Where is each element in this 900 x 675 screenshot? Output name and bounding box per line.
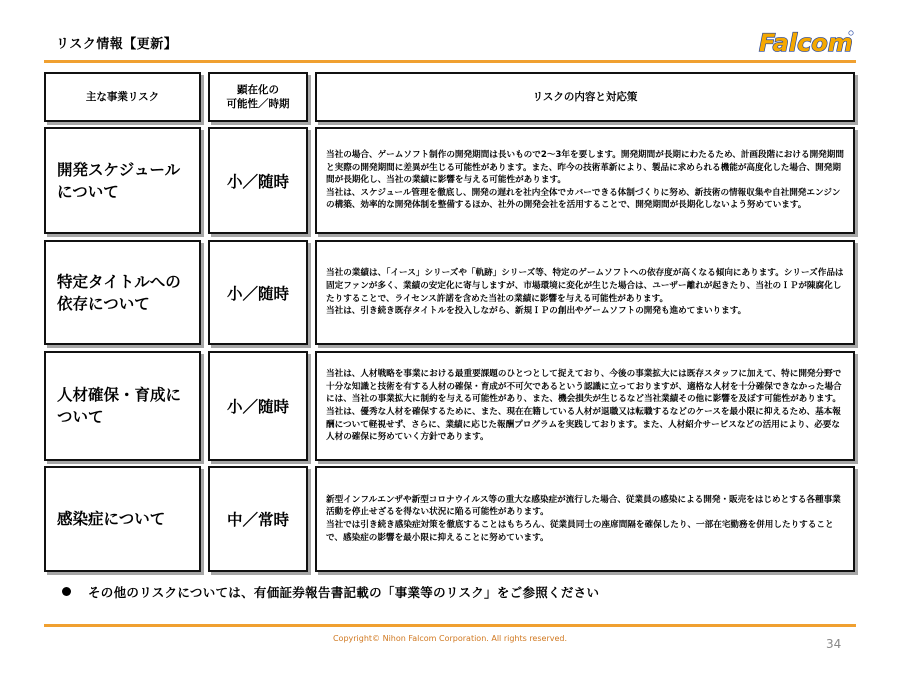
risk-description: 当社の業績は、「イース」シリーズや「軌跡」シリーズ等、特定のゲームソフトへの依存度が高くなる傾向にあります。シリーズ作品は固定ファンが多く、業績の安定化に寄与しますが、市場環境に変化が生じた場合は、ユーザー離れが起きたり、当社のＩＰが陳腐化したりすることで、ライセンス許諾を含めた当社の業績に影響を与える可能性があります。 当社は、引き続き既存タイトルを投入しながら、新規ＩＰの創出やゲームソフトの開発も進めてまいります。 (315, 240, 855, 345)
page-number: 34 (826, 637, 842, 651)
risk-category: 特定タイトルへの依存について (44, 240, 201, 345)
risk-level: 小／随時 (208, 351, 308, 461)
risk-category: 人材確保・育成について (44, 351, 201, 461)
risk-description: 新型インフルエンザや新型コロナウイルス等の重大な感染症が流行した場合、従業員の感染による開発・販売をはじめとする各種事業活動を停止せざるを得ない状況に陥る可能性があります。 当社では引き続き感染症対策を徹底することはもちろん、従業員同士の座席間隔を確保したり、一部在宅勤務を併用したりすることで、感染症の影響を最小限に抑えることに努めています。 (315, 466, 855, 572)
header-divider (44, 60, 856, 63)
copyright-text: Copyright© Nihon Falcom Corporation. All rights reserved. (332, 634, 568, 643)
risk-description: 当社は、人材戦略を事業における最重要課題のひとつとして捉えており、今後の事業拡大には既存スタッフに加えて、特に開発分野で十分な知識と技術を有する人材の確保・育成が不可欠であるという認識に立っておりますが、適格な人材を十分確保できなかった場合には、当社の事業拡大に制約を与える可能性があり、また、機会損失が生じるなど当社業績その他に影響を及ぼす可能性があります。 当社は、優秀な人材を確保するために、また、現在在籍している人材が退職又は転職するなどのケースを最小限に抑えるため、基本報酬について軽視せず、さらに、業績に応じた報酬プログラムを実践しております。また、人材紹介サービスなどの活用により、必要な人材の確保に努めていく方針であります。 (315, 351, 855, 461)
header-likelihood: 顕在化の 可能性／時期 (208, 72, 308, 122)
risk-level: 小／随時 (208, 127, 308, 234)
footer-divider (44, 624, 856, 627)
falcom-logo (755, 24, 855, 58)
page-title: リスク情報【更新】 (56, 37, 178, 52)
risk-level: 小／随時 (208, 240, 308, 345)
risk-category: 開発スケジュールについて (44, 127, 201, 234)
other-risks-note: その他のリスクについては、有価証券報告書記載の「事業等のリスク」をご参照ください (88, 585, 600, 600)
logo-text: Falcom (759, 29, 853, 57)
header-risk: 主な事業リスク (44, 72, 201, 122)
bullet-icon (62, 587, 71, 596)
risk-description: 当社の場合、ゲームソフト制作の開発期間は長いもので2～3年を要します。開発期間が長期にわたるため、計画段階における開発期間と実際の開発期間に差異が生じる可能性があります。また、昨今の技術革新により、製品に求められる機能が高度化した場合、開発期間が長期化し、当社の業績に影響を与える可能性があります。 当社は、スケジュール管理を徹底し、開発の遅れを社内全体でカバーできる体制づくりに努め、新技術の情報収集や自社開発エンジンの構築、効率的な開発体制を整備するほか、社外の開発会社を活用することで、開発期間が長期化しないよう努めています。 (315, 127, 855, 234)
risk-category: 感染症について (44, 466, 201, 572)
risk-level: 中／常時 (208, 466, 308, 572)
header-content: リスクの内容と対応策 (315, 72, 855, 122)
